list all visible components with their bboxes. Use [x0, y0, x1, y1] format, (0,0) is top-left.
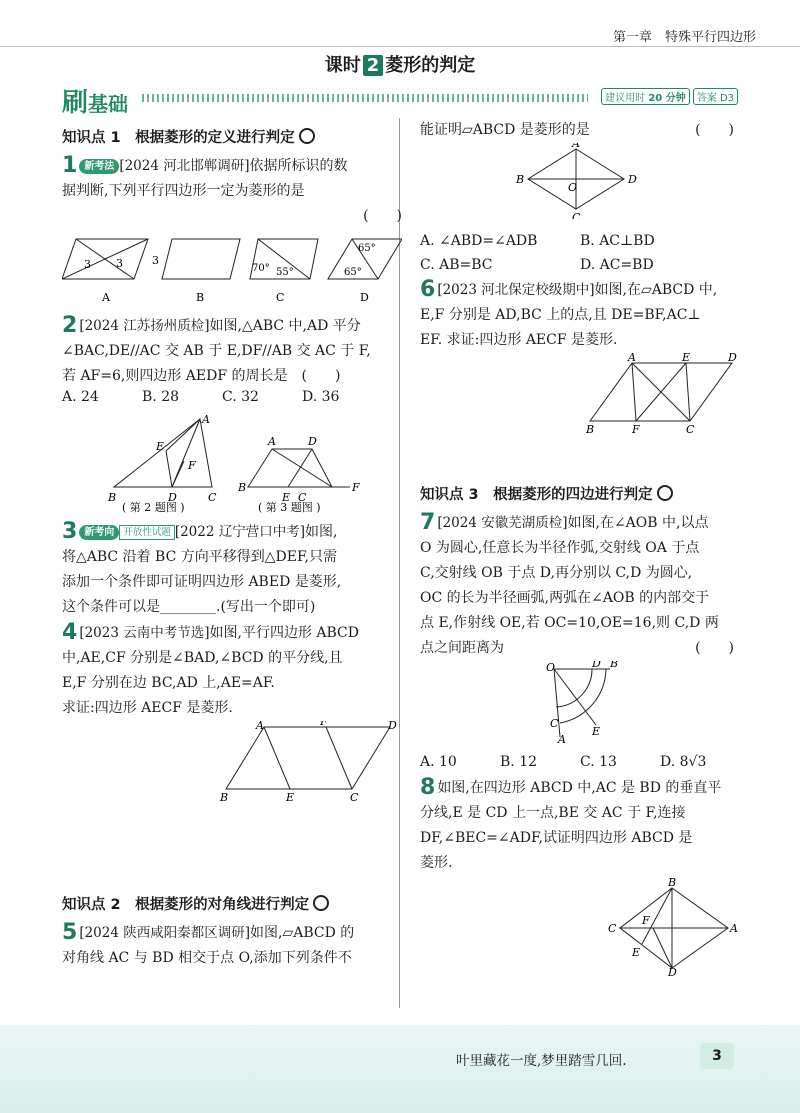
svg-text:O: O	[546, 661, 556, 674]
svg-text:F: F	[352, 481, 360, 494]
new-method-tag: 新考法	[79, 159, 119, 174]
section-band	[62, 86, 738, 118]
svg-text:A: A	[572, 143, 580, 150]
question-7: 7 [2024 安徽芜湖质检]如图,在∠AOB 中,以点 O 为圆心,任意长为半径作弧,交射线 OA 于点 C,交射线 OB 于点 D,再分别以 C,D 为圆心, OC 的长为半径画弧,两弧在∠AOB 的内部交于 点 E,作射线 OE,若 OC=10,OE=16,则 C,D 两 点之间距离为 ( )	[420, 510, 734, 656]
svg-text:B: B	[516, 173, 525, 186]
svg-text:B: B	[668, 876, 677, 889]
svg-text:E: E	[632, 946, 641, 959]
q5-options-row2: C. AB=BC D. AC=BD	[420, 257, 654, 273]
svg-text:3: 3	[84, 258, 91, 271]
lesson-number: 2	[363, 55, 384, 76]
answer-pill: 答案 D3	[693, 88, 738, 105]
lesson-title	[0, 51, 800, 77]
check-icon	[299, 128, 315, 144]
svg-text:65°: 65°	[344, 267, 362, 278]
svg-text:3: 3	[152, 254, 159, 267]
chapter-header: 第一章 特殊平行四边形	[612, 30, 756, 45]
svg-text:A: A	[628, 353, 636, 364]
question-5: 5 [2024 陕西咸阳秦都区调研]如图,▱ABCD 的 对角线 AC 与 BD 相交于点 O,添加下列条件不	[62, 920, 355, 966]
svg-text:B: B	[196, 291, 205, 304]
q4-figure	[62, 721, 402, 807]
q7-figure	[420, 661, 760, 745]
svg-text:E: E	[592, 725, 601, 738]
time-pill: 建议用时 20 分钟	[601, 88, 690, 105]
svg-text:E: E	[282, 491, 291, 504]
lesson-prefix: 课时	[324, 55, 361, 76]
page-footer	[0, 1025, 800, 1113]
check-icon	[313, 895, 329, 911]
svg-text:C: C	[208, 491, 217, 504]
svg-text:D: D	[668, 966, 677, 976]
header-rule	[0, 46, 800, 47]
svg-text:55°: 55°	[276, 267, 294, 278]
svg-text:C: C	[350, 791, 359, 804]
question-5-cont: 能证明▱ABCD 是菱形的是 ( )	[420, 122, 734, 138]
question-8: 8 如图,在四边形 ABCD 中,AC 是 BD 的垂直平 分线,E 是 CD 上一点,BE 交 AC 于 F,连接 DF,∠BEC=∠ADF,试证明四边形 ABCD 是 菱形.	[420, 775, 722, 871]
band-dots	[142, 94, 588, 102]
q2-q3-figures	[62, 405, 402, 515]
svg-text:B: B	[610, 661, 619, 670]
svg-text:A: A	[202, 413, 210, 426]
left-column	[62, 118, 402, 971]
svg-text:A: A	[256, 721, 264, 732]
question-3: 3 新考向 开放性试题 [2022 辽宁营口中考]如图, 将△ABC 沿着 BC 方向平移得到△DEF,只需 添加一个条件即可证明四边形 ABED 是菱形, 这个条件可以是________.(写出一个即可)	[62, 519, 342, 615]
q7-options: A. 10 B. 12 C. 13 D. 8√3	[420, 754, 707, 770]
svg-text:D: D	[360, 291, 369, 304]
svg-text:A: A	[268, 435, 276, 448]
q1-figures	[62, 229, 402, 309]
q5-options-row1: A. ∠ABD=∠ADB B. AC⊥BD	[420, 233, 655, 249]
question-1: 1 新考法 [2024 河北邯郸调研]依据所标识的数 据判断,下列平行四边形一定为菱形的是 ( )	[62, 153, 402, 224]
svg-text:C: C	[550, 717, 559, 730]
svg-text:B: B	[586, 423, 595, 436]
svg-text:F: F	[632, 423, 640, 436]
svg-text:C: C	[298, 491, 307, 504]
svg-text:3: 3	[116, 257, 123, 270]
time-answer-pills	[598, 88, 738, 105]
svg-text:A: A	[730, 922, 738, 935]
question-6: 6 [2023 河北保定校级期中]如图,在▱ABCD 中, E,F 分别是 AD,BC 上的点,且 DE=BF,AC⊥ EF. 求证:四边形 AECF 是菱形.	[420, 277, 718, 348]
svg-text:C: C	[276, 291, 285, 304]
svg-text:F: F	[188, 459, 196, 472]
svg-text:C: C	[686, 423, 695, 436]
svg-text:C: C	[608, 922, 617, 935]
svg-text:E: E	[682, 353, 691, 364]
svg-text:D: D	[308, 435, 317, 448]
q8-figure	[420, 876, 760, 976]
svg-text:D: D	[628, 173, 637, 186]
knowledge-point-2: 知识点 2 根据菱形的对角线进行判定	[62, 893, 402, 914]
svg-text:O: O	[568, 181, 578, 194]
knowledge-point-1: 知识点 1 根据菱形的定义进行判定	[62, 126, 402, 147]
q5-figure	[420, 143, 760, 219]
svg-text:D: D	[728, 353, 737, 364]
svg-text:D: D	[592, 661, 601, 670]
q2-options: A. 24 B. 28 C. 32 D. 36	[62, 389, 340, 405]
open-question-tag: 开放性试题	[119, 525, 175, 540]
q6-figure	[420, 353, 760, 443]
svg-text:( 第 3 题图 ): ( 第 3 题图 )	[258, 501, 321, 514]
svg-text:E: E	[156, 440, 165, 453]
knowledge-point-3: 知识点 3 根据菱形的四边进行判定	[420, 483, 760, 504]
svg-text:F: F	[320, 721, 328, 728]
question-2: 2 [2024 江苏扬州质检]如图,△ABC 中,AD 平分 ∠BAC,DE//AC 交 AB 于 E,DF//AB 交 AC 于 F, 若 AF=6,则四边形 AEDF 的周长是 ( )	[62, 313, 371, 384]
svg-text:B: B	[108, 491, 117, 504]
right-column	[420, 118, 760, 980]
section-brand: 刷基础	[62, 88, 129, 118]
svg-text:D: D	[388, 721, 397, 732]
lesson-name: 菱形的判定	[385, 55, 476, 76]
svg-text:A: A	[102, 291, 110, 304]
question-4: 4 [2023 云南中考节选]如图,平行四边形 ABCD 中,AE,CF 分别是∠BAD,∠BCD 的平分线,且 E,F 分别在边 BC,AD 上,AE=AF. 求证:四边形 AECF 是菱形.	[62, 620, 359, 716]
new-direction-tag: 新考向	[79, 525, 119, 540]
svg-text:B: B	[238, 481, 247, 494]
svg-text:C: C	[572, 211, 581, 219]
footer-motto: 叶里藏花一度,梦里踏雪几回.	[456, 1053, 627, 1069]
svg-text:F: F	[642, 914, 650, 927]
check-icon	[657, 485, 673, 501]
svg-text:E: E	[286, 791, 295, 804]
svg-text:D: D	[168, 491, 177, 504]
svg-text:A: A	[558, 733, 566, 745]
svg-text:( 第 2 题图 ): ( 第 2 题图 )	[122, 501, 185, 514]
svg-text:65°: 65°	[358, 243, 376, 254]
page-number: 3	[700, 1043, 734, 1069]
svg-text:70°: 70°	[252, 263, 270, 274]
svg-text:B: B	[220, 791, 229, 804]
